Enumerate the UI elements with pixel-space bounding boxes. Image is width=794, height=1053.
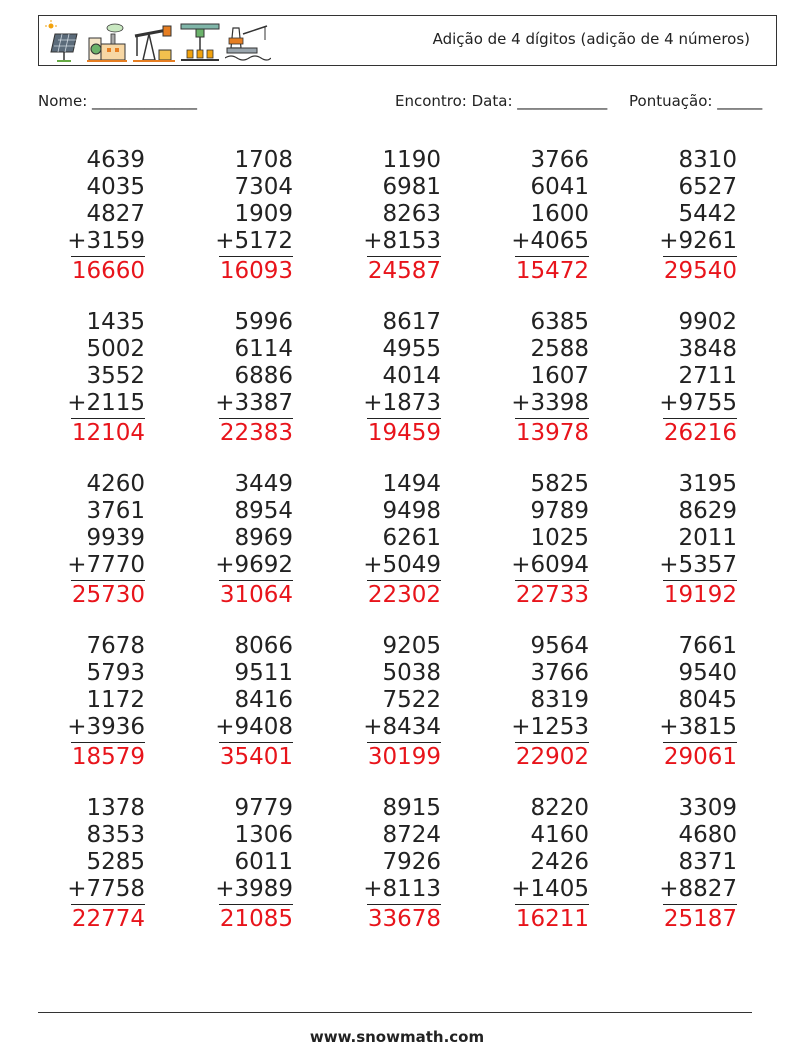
score-field[interactable]: Pontuação: ______ <box>629 92 763 110</box>
info-row <box>38 92 772 114</box>
addend: 8319 <box>530 687 589 713</box>
addend: 5996 <box>234 309 293 335</box>
addend: +9261 <box>659 228 737 254</box>
addend: 8353 <box>86 822 145 848</box>
addend: 5442 <box>678 201 737 227</box>
addition-problem <box>489 633 589 771</box>
addend: 3449 <box>234 471 293 497</box>
addend: 8045 <box>678 687 737 713</box>
addend: 3848 <box>678 336 737 362</box>
addend: 4827 <box>86 201 145 227</box>
addend: 8220 <box>530 795 589 821</box>
addend: 7926 <box>382 849 441 875</box>
addend: +9692 <box>215 552 293 578</box>
addend: 9939 <box>86 525 145 551</box>
addend: +6094 <box>511 552 589 578</box>
addition-problem <box>341 309 441 447</box>
addition-problem <box>45 633 145 771</box>
addend: 9902 <box>678 309 737 335</box>
addend: +7758 <box>67 876 145 902</box>
addend: 1607 <box>530 363 589 389</box>
answer: 13978 <box>515 420 589 446</box>
solar-panel-icon <box>45 20 81 64</box>
drill-rig-icon <box>179 20 221 64</box>
footer-divider <box>38 1012 752 1013</box>
addend: +1253 <box>511 714 589 740</box>
addition-problem <box>193 471 293 609</box>
addend: 2426 <box>530 849 589 875</box>
addend: 8263 <box>382 201 441 227</box>
answer: 35401 <box>219 744 293 770</box>
addition-problem <box>489 471 589 609</box>
addend: +9755 <box>659 390 737 416</box>
answer: 16093 <box>219 258 293 284</box>
addend: 3766 <box>530 660 589 686</box>
answer: 19459 <box>367 420 441 446</box>
addend: +8153 <box>363 228 441 254</box>
addition-problem <box>341 147 441 285</box>
addition-problem <box>45 309 145 447</box>
addition-problem <box>637 471 737 609</box>
addend: 6041 <box>530 174 589 200</box>
addend: +2115 <box>67 390 145 416</box>
addend: 5793 <box>86 660 145 686</box>
addend: +1405 <box>511 876 589 902</box>
addition-problem <box>637 795 737 933</box>
addend: 3309 <box>678 795 737 821</box>
addend: 5038 <box>382 660 441 686</box>
addend: +3815 <box>659 714 737 740</box>
addend: 3761 <box>86 498 145 524</box>
addend: 8724 <box>382 822 441 848</box>
addend: 6527 <box>678 174 737 200</box>
addend: 8066 <box>234 633 293 659</box>
addition-problem <box>193 795 293 933</box>
answer: 16660 <box>71 258 145 284</box>
addend: +3989 <box>215 876 293 902</box>
answer: 18579 <box>71 744 145 770</box>
addition-problem <box>489 309 589 447</box>
addend: 9540 <box>678 660 737 686</box>
answer: 22383 <box>219 420 293 446</box>
addend: 4680 <box>678 822 737 848</box>
addend: 1435 <box>86 309 145 335</box>
addend: 4639 <box>86 147 145 173</box>
addend: 3195 <box>678 471 737 497</box>
addend: 4014 <box>382 363 441 389</box>
addend: 6114 <box>234 336 293 362</box>
addend: 1494 <box>382 471 441 497</box>
addition-problem <box>193 147 293 285</box>
addend: 8371 <box>678 849 737 875</box>
header-box <box>38 15 777 66</box>
addend: 9205 <box>382 633 441 659</box>
addition-problem <box>637 147 737 285</box>
addition-problem <box>489 147 589 285</box>
addition-problem <box>489 795 589 933</box>
addend: 2011 <box>678 525 737 551</box>
addend: 3552 <box>86 363 145 389</box>
addend: 4035 <box>86 174 145 200</box>
addend: 1708 <box>234 147 293 173</box>
addend: 9789 <box>530 498 589 524</box>
addend: 8915 <box>382 795 441 821</box>
answer: 24587 <box>367 258 441 284</box>
answer: 12104 <box>71 420 145 446</box>
answer: 31064 <box>219 582 293 608</box>
addend: +9408 <box>215 714 293 740</box>
addend: 4955 <box>382 336 441 362</box>
answer: 21085 <box>219 906 293 932</box>
answer: 22774 <box>71 906 145 932</box>
answer: 22902 <box>515 744 589 770</box>
addend: 1909 <box>234 201 293 227</box>
addend: 4160 <box>530 822 589 848</box>
addend: 1190 <box>382 147 441 173</box>
addend: 5825 <box>530 471 589 497</box>
answer: 19192 <box>663 582 737 608</box>
addend: 8310 <box>678 147 737 173</box>
addend: +4065 <box>511 228 589 254</box>
answer: 33678 <box>367 906 441 932</box>
addend: 1378 <box>86 795 145 821</box>
answer: 22302 <box>367 582 441 608</box>
addend: 8617 <box>382 309 441 335</box>
addend: 3766 <box>530 147 589 173</box>
addition-problem <box>45 795 145 933</box>
addend: +3398 <box>511 390 589 416</box>
addend: 6385 <box>530 309 589 335</box>
addition-problem <box>45 471 145 609</box>
addend: 6261 <box>382 525 441 551</box>
addend: 4260 <box>86 471 145 497</box>
answer: 29061 <box>663 744 737 770</box>
addend: +8113 <box>363 876 441 902</box>
addition-problem <box>341 471 441 609</box>
answer: 29540 <box>663 258 737 284</box>
addend: 1172 <box>86 687 145 713</box>
addend: 7522 <box>382 687 441 713</box>
addend: 7304 <box>234 174 293 200</box>
header-icons <box>45 18 271 64</box>
answer: 22733 <box>515 582 589 608</box>
offshore-platform-icon <box>225 20 271 64</box>
addend: +5357 <box>659 552 737 578</box>
addend: 7678 <box>86 633 145 659</box>
addend: 9511 <box>234 660 293 686</box>
addition-problem <box>45 147 145 285</box>
addend: 2588 <box>530 336 589 362</box>
answer: 26216 <box>663 420 737 446</box>
answer: 25730 <box>71 582 145 608</box>
addend: 6981 <box>382 174 441 200</box>
addend: 8416 <box>234 687 293 713</box>
addition-problem <box>637 633 737 771</box>
addition-problem <box>193 633 293 771</box>
addend: +5049 <box>363 552 441 578</box>
addend: +5172 <box>215 228 293 254</box>
addition-problem <box>341 633 441 771</box>
addend: 6886 <box>234 363 293 389</box>
addend: 5285 <box>86 849 145 875</box>
addition-problem <box>193 309 293 447</box>
factory-icon <box>85 20 129 64</box>
oil-pumpjack-icon <box>133 20 175 64</box>
name-field[interactable]: Nome: ______________ <box>38 92 198 110</box>
addend: +8434 <box>363 714 441 740</box>
addend: 1600 <box>530 201 589 227</box>
addend: 6011 <box>234 849 293 875</box>
addend: 8969 <box>234 525 293 551</box>
addend: 9498 <box>382 498 441 524</box>
worksheet-title: Adição de 4 dígitos (adição de 4 números) <box>432 30 750 48</box>
answer: 16211 <box>515 906 589 932</box>
footer-site[interactable]: www.snowmath.com <box>309 1028 485 1046</box>
addend: 8954 <box>234 498 293 524</box>
answer: 25187 <box>663 906 737 932</box>
addend: +3159 <box>67 228 145 254</box>
answer: 15472 <box>515 258 589 284</box>
answer: 30199 <box>367 744 441 770</box>
addend: +3387 <box>215 390 293 416</box>
addition-problem <box>341 795 441 933</box>
addend: 5002 <box>86 336 145 362</box>
addend: +7770 <box>67 552 145 578</box>
date-field[interactable]: Encontro: Data: ____________ <box>395 92 608 110</box>
addend: +1873 <box>363 390 441 416</box>
addend: 9779 <box>234 795 293 821</box>
addend: 9564 <box>530 633 589 659</box>
addend: 7661 <box>678 633 737 659</box>
addend: +3936 <box>67 714 145 740</box>
addend: 8629 <box>678 498 737 524</box>
addend: +8827 <box>659 876 737 902</box>
addend: 1025 <box>530 525 589 551</box>
addend: 2711 <box>678 363 737 389</box>
addend: 1306 <box>234 822 293 848</box>
addition-problem <box>637 309 737 447</box>
